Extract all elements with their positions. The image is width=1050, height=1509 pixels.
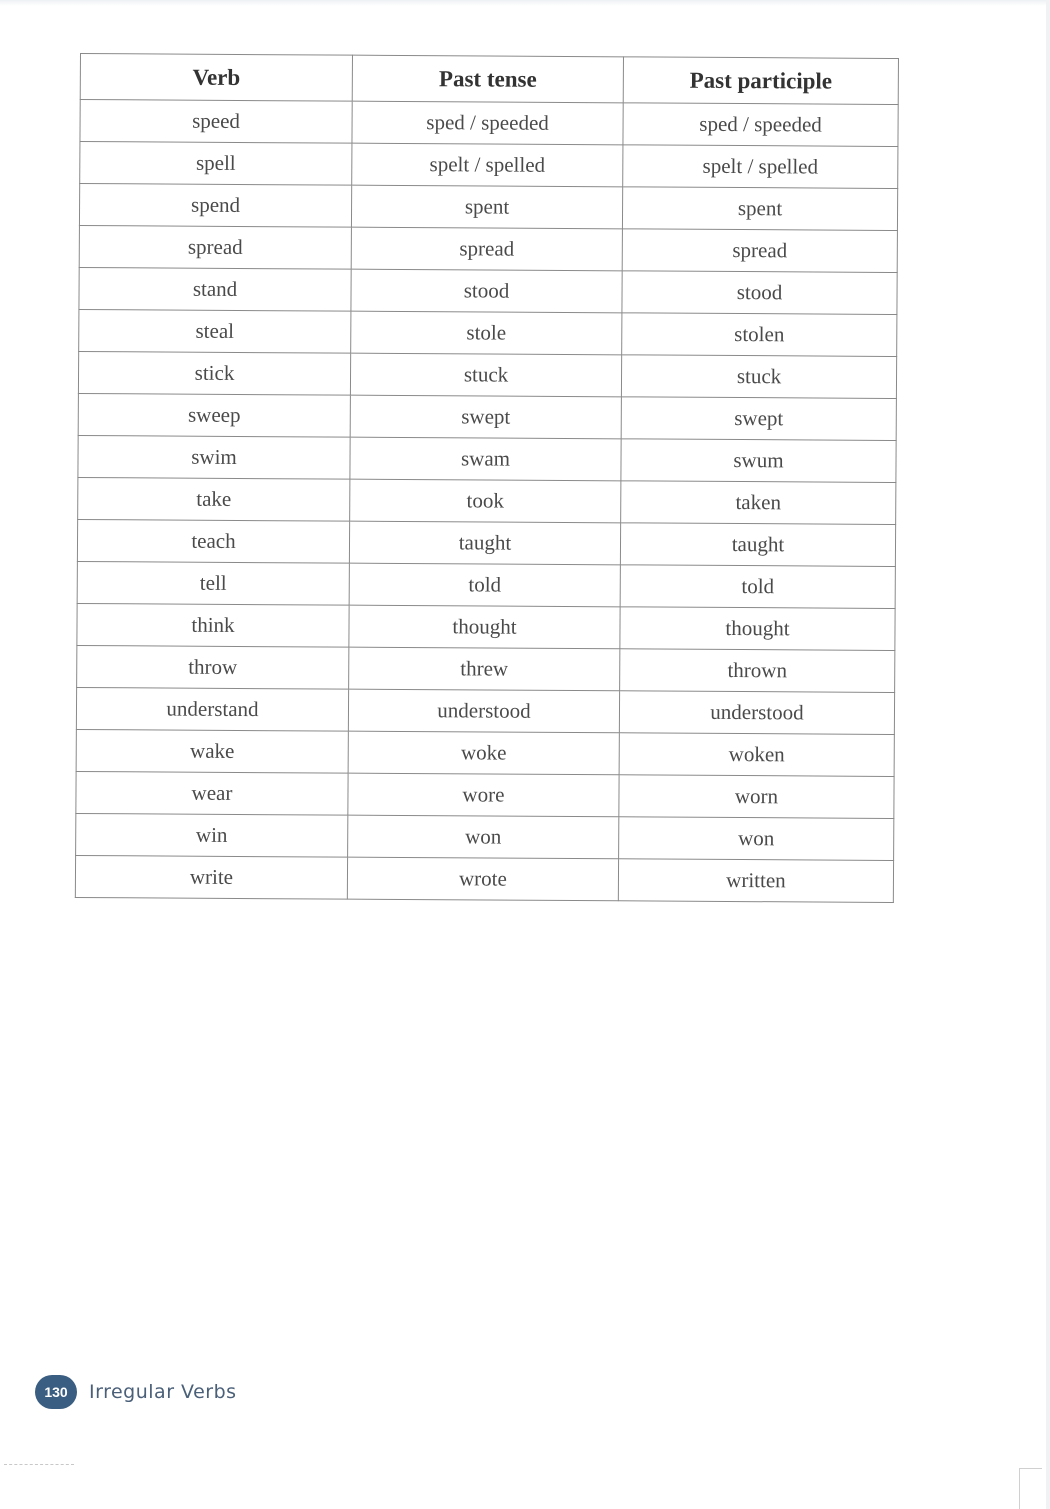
past-participle-cell: spread [622,229,897,273]
table-row [77,645,895,692]
past-participle-cell: stolen [622,313,897,357]
past-tense-cell: woke [348,731,619,775]
verb-cell: wake [76,729,348,773]
past-tense-cell: told [349,563,620,607]
verb-cell: understand [76,687,348,731]
past-participle-cell: thought [620,607,895,651]
table-row [79,225,897,272]
past-participle-cell: sped / speeded [623,103,898,147]
past-tense-cell: took [350,479,621,523]
verb-cell: swim [78,435,350,479]
verb-cell: take [78,477,350,521]
table-row [79,267,897,314]
verb-cell: spread [79,225,351,269]
section-title: Irregular Verbs [89,1381,237,1403]
past-tense-cell: understood [348,689,619,733]
verb-cell: speed [80,100,352,144]
past-participle-cell: written [618,859,893,903]
verb-cell: stand [79,267,351,311]
past-tense-cell: swept [350,395,621,439]
past-participle-cell: thrown [620,649,895,693]
table-row [78,393,896,440]
header-past-tense: Past tense [352,55,623,103]
verb-cell: write [75,855,347,899]
scan-corner-mark [1019,1468,1042,1509]
past-tense-cell: spent [351,185,622,229]
past-participle-cell: told [620,565,895,609]
table-row [76,729,894,776]
header-verb: Verb [80,54,352,102]
table-row [77,561,895,608]
past-tense-cell: stole [351,311,622,355]
past-participle-cell: worn [619,775,894,819]
table-row [80,100,898,147]
verb-cell: teach [77,519,349,563]
verb-cell: steal [79,309,351,353]
past-tense-cell: thought [349,605,620,649]
past-participle-cell: stuck [621,355,896,399]
verb-cell: think [77,603,349,647]
table-row [77,519,895,566]
past-participle-cell: swum [621,439,896,483]
table-row [79,309,897,356]
past-participle-cell: spelt / spelled [623,145,898,189]
past-participle-cell: won [619,817,894,861]
verb-cell: throw [77,645,349,689]
verb-cell: win [76,813,348,857]
page-top-edge [0,0,1050,6]
table-row [75,855,893,902]
table-row [76,771,894,818]
verb-cell: sweep [78,393,350,437]
page-footer [35,1375,237,1409]
past-participle-cell: woken [619,733,894,777]
verb-cell: stick [78,351,350,395]
table-body [75,100,898,903]
table-header-row [80,54,898,105]
past-participle-cell: taken [621,481,896,525]
table-row [80,142,898,189]
header-past-participle: Past participle [623,57,898,105]
past-tense-cell: spelt / spelled [352,143,623,187]
past-tense-cell: stood [351,269,622,313]
table-row [78,477,896,524]
page-right-edge [1046,0,1050,1509]
past-tense-cell: swam [350,437,621,481]
past-tense-cell: wore [348,773,619,817]
past-tense-cell: won [348,815,619,859]
verb-cell: tell [77,561,349,605]
table-row [78,435,896,482]
page-number-badge: 130 [35,1375,77,1409]
past-participle-cell: swept [621,397,896,441]
past-participle-cell: stood [622,271,897,315]
irregular-verbs-table [75,53,899,903]
past-tense-cell: sped / speeded [352,101,623,145]
past-tense-cell: stuck [350,353,621,397]
table-row [76,813,894,860]
past-tense-cell: spread [351,227,622,271]
verb-cell: spend [79,184,351,228]
past-participle-cell: spent [622,187,897,231]
past-participle-cell: taught [620,523,895,567]
past-tense-cell: wrote [347,857,618,901]
verb-cell: spell [80,142,352,186]
table-row [77,603,895,650]
past-participle-cell: understood [619,691,894,735]
past-tense-cell: threw [349,647,620,691]
table-row [76,687,894,734]
verb-cell: wear [76,771,348,815]
verb-table-container [75,53,898,903]
scan-dash-marks [4,1464,74,1467]
table-row [79,184,897,231]
past-tense-cell: taught [349,521,620,565]
table-row [78,351,896,398]
